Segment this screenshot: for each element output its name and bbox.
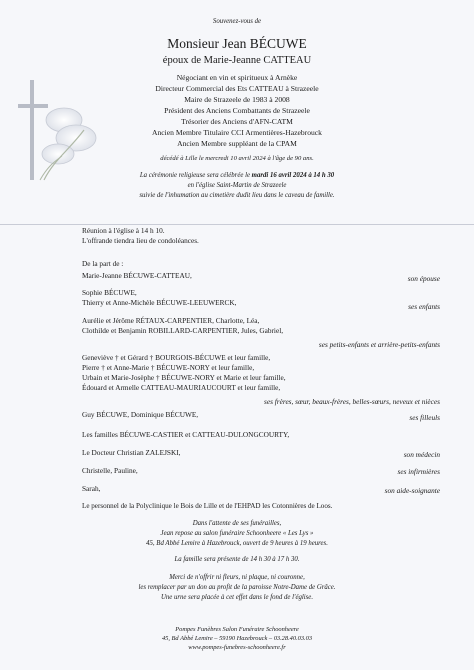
footer-link[interactable]: www.pompes-funebres-schoonheere.fr — [188, 644, 286, 651]
family-row-name: Clothilde et Benjamin ROBILLARD-CARPENTIER, Jules, Gabriel, — [82, 326, 284, 335]
ceremony-text: La cérémonie religieuse sera célébrée le — [139, 172, 252, 179]
footer-line: Pompes Funèbres Salon Funéraire Schoonheere — [175, 626, 299, 633]
gathering-note: Réunion à l'église à 14 h 10. — [82, 226, 165, 235]
title-line: Maire de Strazeele de 1983 à 2008 — [184, 95, 290, 104]
family-presence: La famille sera présente de 14 h 30 à 17 h 30. — [174, 556, 300, 563]
family-row-name: Le personnel de la Polyclinique le Bois de Lille et de l'EHPAD les Cotonnières de Loos. — [82, 502, 333, 510]
death-notice: décédé à Lille le mercredi 10 avril 2024 à l'âge de 90 ans. — [160, 155, 314, 162]
ceremony-line-1 — [0, 172, 474, 179]
funeral-home-line: Dans l'attente de ses funérailles, — [192, 520, 282, 527]
closing-line: Une urne sera placée à cet effet dans le fond de l'église. — [160, 594, 314, 601]
family-row-relation: son aide-soignante — [384, 486, 440, 495]
family-row-relation: son épouse — [407, 274, 440, 283]
family-row-name: Les familles BÉCUWE-CASTIER et CATTEAU-DULONGCOURTY, — [82, 430, 290, 439]
closing-line: Merci de n'offrir ni fleurs, ni plaque, ni couronne, — [169, 574, 305, 581]
funeral-home-line: 45, Bd Abbé Lemire à Hazebrouck, ouvert de 9 heures à 19 heures. — [146, 540, 328, 547]
family-row-name: Geneviève † et Gérard † BOURGOIS-BÉCUWE et leur famille, — [82, 353, 271, 362]
family-row-name: Thierry et Anne-Michèle BÉCUWE-LEEUWERCK, — [82, 298, 237, 307]
intro-text: Souvenez-vous de — [212, 18, 262, 25]
fold-line — [0, 224, 474, 225]
title-line: Ancien Membre Titulaire CCI Armentières-Hazebrouck — [152, 128, 322, 137]
title-line: Négociant en vin et spiritueux à Arnèke — [176, 73, 298, 82]
family-row-name: Aurélie et Jérôme RÉTAUX-CARPENTIER, Charlotte, Léa, — [82, 316, 260, 325]
ceremony-line-3: suivie de l'inhumation au cimetière dudit lieu dans le caveau de famille. — [139, 192, 335, 199]
family-row-name: Marie-Jeanne BÉCUWE-CATTEAU, — [82, 271, 192, 280]
title-line: Directeur Commercial des Ets CATTEAU à Strazeele — [155, 84, 319, 93]
family-intro: De la part de : — [82, 259, 124, 268]
family-row-relation: ses infirmières — [397, 467, 440, 476]
family-row-name: Guy BÉCUWE, Dominique BÉCUWE, — [82, 410, 199, 419]
ceremony-line-2: en l'église Saint-Martin de Strazeele — [187, 182, 287, 189]
family-row-name: Le Docteur Christian ZALEJSKI, — [82, 448, 181, 457]
spouse-line: époux de Marie-Jeanne CATTEAU — [162, 55, 312, 66]
family-row-relation: ses petits-enfants et arrière-petits-enfants — [318, 340, 440, 349]
family-row-relation: son médecin — [403, 450, 440, 459]
family-row-name: Sophie BÉCUWE, — [82, 288, 137, 297]
family-row-name: Sarah, — [82, 484, 101, 493]
family-row-relation: ses filleuls — [409, 413, 440, 422]
title-line: Président des Anciens Combattants de Strazeele — [164, 106, 310, 115]
family-row-name: Édouard et Armelle CATTEAU-MAURIAUCOURT et leur famille, — [82, 383, 281, 392]
offering-note: L'offrande tiendra lieu de condoléances. — [82, 236, 199, 245]
deceased-name: Monsieur Jean BÉCUWE — [167, 36, 307, 51]
ceremony-date: mardi 16 avril 2024 à 14 h 30 — [251, 172, 335, 179]
family-row-relation: ses frères, sœur, beaux-frères, belles-sœurs, neveux et nièces — [264, 397, 440, 406]
funeral-home-line: Jean repose au salon funéraire Schoonheere « Les Lys » — [160, 530, 314, 537]
family-row-name: Urbain et Marie-Josèphe † BÉCUWE-NORY et Marie et leur famille, — [82, 373, 286, 382]
family-row-name: Christelle, Pauline, — [82, 466, 138, 475]
title-line: Trésorier des Anciens d'AFN-CATM — [181, 117, 293, 126]
title-line: Ancien Membre suppléant de la CPAM — [177, 139, 297, 148]
family-row-relation: ses enfants — [408, 302, 440, 311]
closing-line: les remplacer par un don au profit de la paroisse Notre-Dame de Grâce. — [138, 584, 336, 591]
family-row-name: Pierre † et Anne-Marie † BÉCUWE-NORY et leur famille, — [82, 363, 255, 372]
footer-line: 45, Bd Abbé Lemire – 59190 Hazebrouck – 03.28.40.03.03 — [161, 635, 313, 642]
